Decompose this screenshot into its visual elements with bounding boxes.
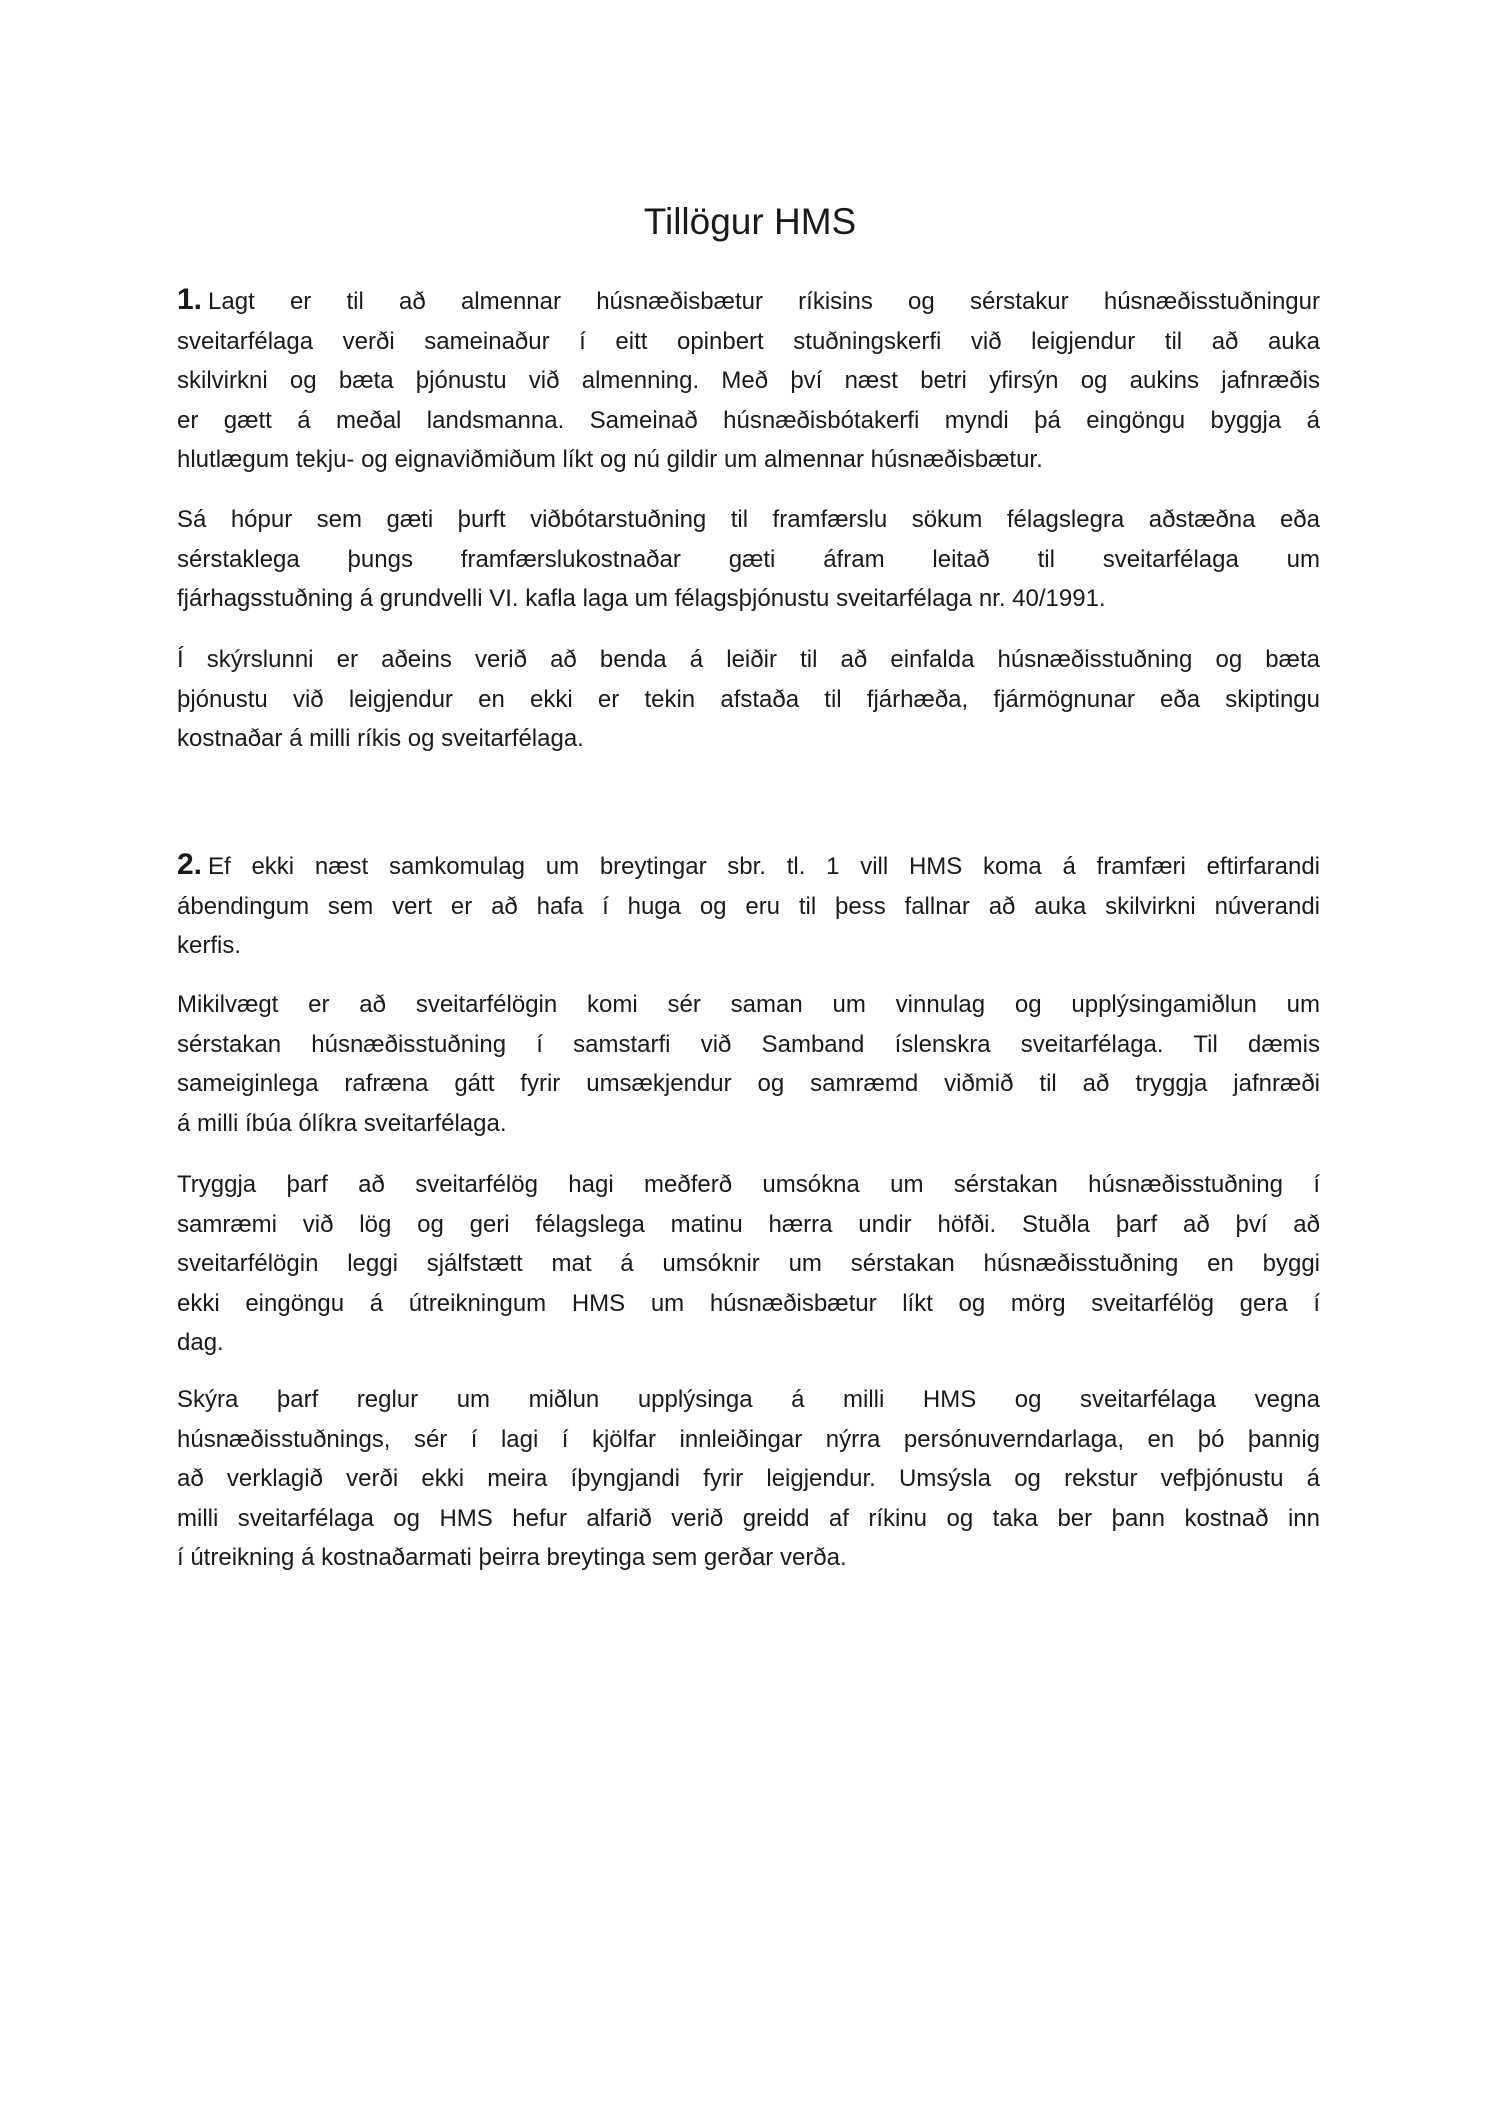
- line-text: er gætt á meðal landsmanna. Sameinað húsnæðisbótakerfi myndi þá eingöngu byggja á: [177, 406, 1320, 434]
- paragraph-line: [177, 440, 1320, 480]
- line-text: Í skýrslunni er aðeins verið að benda á leiðir til að einfalda húsnæðisstuðning og bæta: [177, 646, 1320, 673]
- section-2-paragraph: [177, 1165, 1320, 1363]
- document-title: Tillögur HMS: [643, 201, 857, 242]
- paragraph-line: [177, 1499, 1320, 1539]
- line-text: ekki eingöngu á útreikningum HMS um húsnæðisbætur líkt og mörg sveitarfélög gera í: [177, 1289, 1320, 1317]
- line-text: þjónustu við leigjendur en ekki er tekin afstaða til fjárhæða, fjármögnunar eða skiptingu: [177, 685, 1320, 713]
- line-text: sveitarfélögin leggi sjálfstætt mat á umsóknir um sérstakan húsnæðisstuðning en byggi: [177, 1250, 1320, 1277]
- line-text: samræmi við lög og geri félagslega matinu hærra undir höfði. Stuðla þarf að því að: [177, 1210, 1320, 1238]
- line-text: kerfis.: [177, 932, 242, 959]
- paragraph-line: [177, 1244, 1320, 1284]
- line-text: sameiginlega rafræna gátt fyrir umsækjendur og samræmd viðmið til að tryggja jafnræði: [177, 1070, 1320, 1097]
- paragraph-line: [177, 985, 1320, 1025]
- line-text: sérstakan húsnæðisstuðning í samstarfi við Samband íslenskra sveitarfélaga. Til dæmis: [177, 1030, 1320, 1058]
- line-text: milli sveitarfélaga og HMS hefur alfarið verið greidd af ríkinu og taka ber þann kostnað inn: [177, 1504, 1320, 1532]
- paragraph-line: [177, 280, 1320, 322]
- line-text: Ef ekki næst samkomulag um breytingar sbr. tl. 1 vill HMS koma á framfæri eftirfarandi: [208, 853, 1320, 880]
- paragraph-line: [177, 845, 1320, 887]
- line-text: ábendingum sem vert er að hafa í huga og eru til þess fallnar að auka skilvirkni núverandi: [177, 892, 1320, 920]
- line-text: Lagt er til að almennar húsnæðisbætur ríkisins og sérstakur húsnæðisstuðningur: [208, 288, 1320, 315]
- line-text: á milli íbúa ólíkra sveitarfélaga.: [177, 1109, 507, 1137]
- line-text: sveitarfélaga verði sameinaður í eitt opinbert stuðningskerfi við leigjendur til að auka: [177, 327, 1320, 355]
- line-text: í útreikning á kostnaðarmati þeirra breytinga sem gerðar verða.: [177, 1544, 847, 1571]
- paragraph-line: [177, 540, 1320, 580]
- paragraph-line: [177, 887, 1320, 927]
- line-text: dag.: [177, 1329, 224, 1356]
- section-number: 2.: [177, 848, 203, 881]
- paragraph-line: [177, 579, 1320, 619]
- paragraph-line: [177, 322, 1320, 362]
- section-1-paragraph: [177, 640, 1320, 759]
- line-text: fjárhagsstuðning á grundvelli VI. kafla laga um félagsþjónustu sveitarfélaga nr. 40/1991.: [177, 585, 1106, 612]
- section-2-paragraph: [177, 845, 1320, 966]
- line-text: skilvirkni og bæta þjónustu við almenning. Með því næst betri yfirsýn og aukins jafnræðis: [177, 367, 1320, 394]
- paragraph-line: [177, 640, 1320, 680]
- paragraph-line: [177, 500, 1320, 540]
- paragraph-line: [177, 1538, 1320, 1578]
- line-text: húsnæðisstuðnings, sér í lagi í kjölfar innleiðingar nýrra persónuverndarlaga, en þó þannig: [177, 1425, 1320, 1453]
- paragraph-line: [177, 1420, 1320, 1460]
- paragraph-line: [177, 361, 1320, 401]
- line-text: Mikilvægt er að sveitarfélögin komi sér saman um vinnulag og upplýsingamiðlun um: [177, 991, 1320, 1018]
- line-text: Tryggja þarf að sveitarfélög hagi meðferð umsókna um sérstakan húsnæðisstuðning í: [177, 1171, 1320, 1198]
- section-2-paragraph: [177, 1380, 1320, 1578]
- line-text: Sá hópur sem gæti þurft viðbótarstuðning til framfærslu sökum félagslegra aðstæðna eða: [177, 506, 1320, 533]
- line-text: hlutlægum tekju- og eignaviðmiðum líkt og nú gildir um almennar húsnæðisbætur.: [177, 446, 1043, 473]
- paragraph-line: [177, 1459, 1320, 1499]
- line-text: Skýra þarf reglur um miðlun upplýsinga á milli HMS og sveitarfélaga vegna: [177, 1386, 1320, 1413]
- paragraph-line: [177, 1284, 1320, 1324]
- paragraph-line: [177, 1064, 1320, 1104]
- paragraph-line: [177, 719, 1320, 759]
- section-number: 1.: [177, 283, 203, 316]
- paragraph-line: [177, 401, 1320, 441]
- line-text: sérstaklega þungs framfærslukostnaðar gæti áfram leitað til sveitarfélaga um: [177, 545, 1320, 573]
- paragraph-line: [177, 1323, 1320, 1363]
- paragraph-line: [177, 1104, 1320, 1144]
- line-text: kostnaðar á milli ríkis og sveitarfélaga.: [177, 725, 584, 752]
- paragraph-line: [177, 1380, 1320, 1420]
- line-text: að verklagið verði ekki meira íþyngjandi fyrir leigjendur. Umsýsla og rekstur vefþjónustu á: [177, 1465, 1320, 1492]
- section-1-paragraph: [177, 280, 1320, 480]
- paragraph-line: [177, 1205, 1320, 1245]
- paragraph-line: [177, 1165, 1320, 1205]
- section-1-paragraph: [177, 500, 1320, 619]
- paragraph-line: [177, 1025, 1320, 1065]
- paragraph-line: [177, 926, 1320, 966]
- paragraph-line: [177, 680, 1320, 720]
- section-2-paragraph: [177, 985, 1320, 1143]
